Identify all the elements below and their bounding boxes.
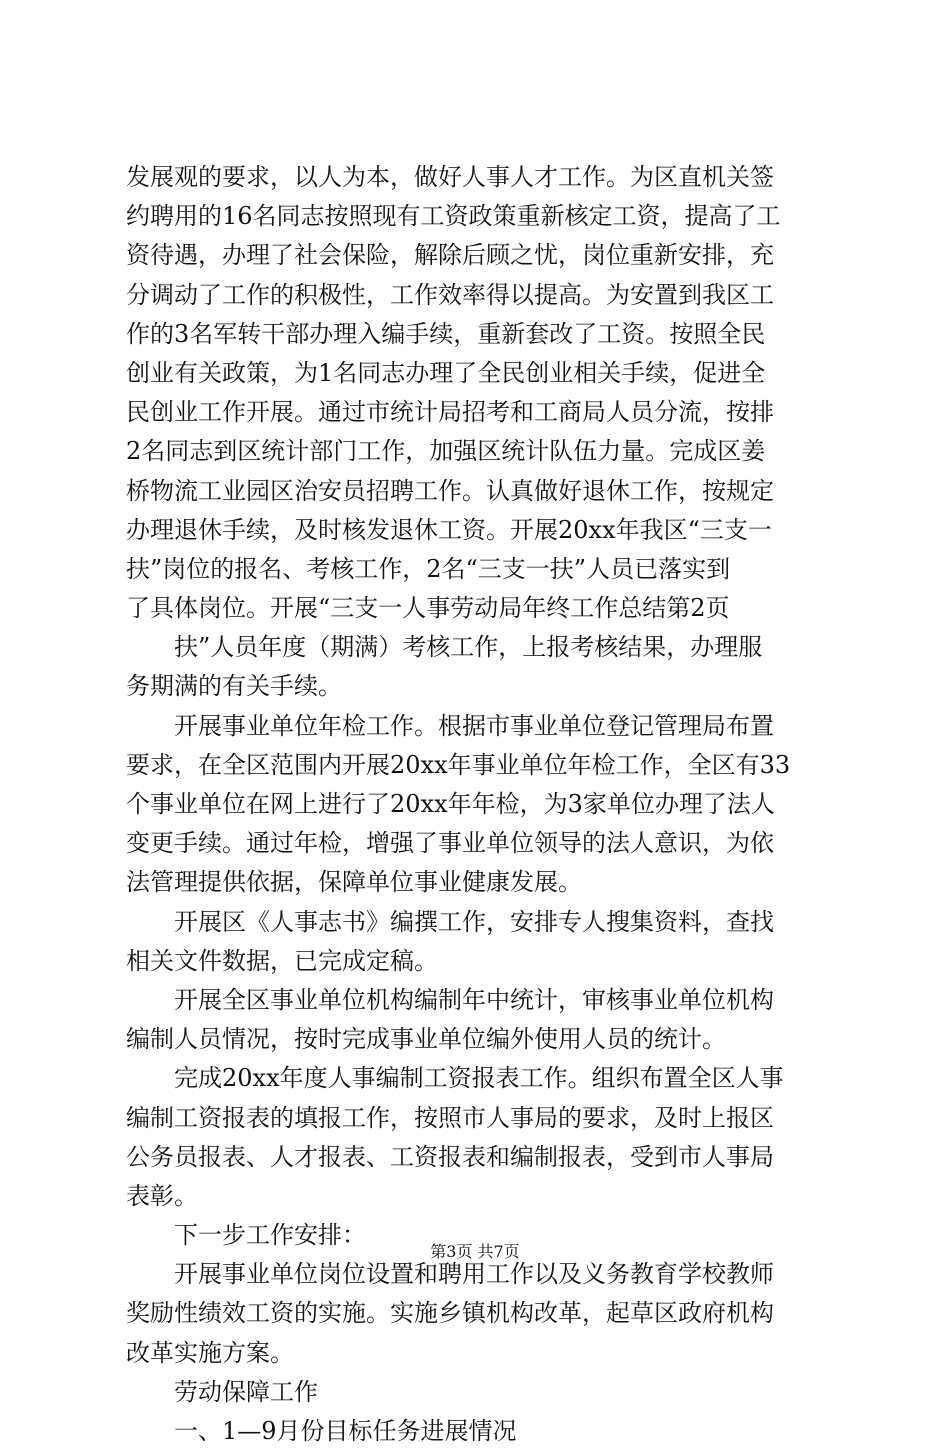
text-line: 桥物流工业园区治安员招聘工作。认真做好退休工作，按规定 [126, 476, 774, 505]
text-line: 2名同志到区统计部门工作，加强区统计队伍力量。完成区姜 [126, 437, 766, 466]
text-line: 分调动了工作的积极性，工作效率得以提高。为安置到我区工 [126, 280, 774, 309]
text-line: 作的3名军转干部办理入编手续，重新套改了工资。按照全民 [126, 319, 766, 348]
text-line: 奖励性绩效工资的实施。实施乡镇机构改革，起草区政府机构 [126, 1299, 774, 1328]
section-heading: 一、1—9月份目标任务进展情况 [174, 1417, 517, 1445]
paragraph-start: 完成20xx年度人事编制工资报表工作。组织布置全区人事 [174, 1064, 784, 1093]
text-line: 公务员报表、人才报表、工资报表和编制报表，受到市人事局 [126, 1142, 774, 1171]
paragraph-start: 开展事业单位岗位设置和聘用工作以及义务教育学校教师 [174, 1260, 774, 1289]
paragraph-start: 开展区《人事志书》编撰工作，安排专人搜集资料，查找 [174, 907, 774, 936]
text-line: 务期满的有关手续。 [126, 672, 342, 701]
text-line: 个事业单位在网上进行了20xx年年检，为3家单位办理了法人 [126, 790, 775, 818]
text-line: 要求，在全区范围内开展20xx年事业单位年检工作，全区有33 [126, 750, 791, 779]
text-line: 法管理提供依据，保障单位事业健康发展。 [126, 868, 582, 897]
paragraph-start: 开展事业单位年检工作。根据市事业单位登记管理局布置 [174, 711, 774, 740]
text-line: 了具体岗位。开展“三支一人事劳动局年终工作总结第2页 [126, 594, 730, 623]
page-number-footer: 第3页 共7页 [430, 1242, 520, 1261]
text-line: 改革实施方案。 [126, 1338, 294, 1367]
section-heading: 下一步工作安排： [174, 1221, 366, 1250]
text-line: 创业有关政策，为1名同志办理了全民创业相关手续，促进全 [126, 358, 766, 387]
text-line: 办理退休手续，及时核发退休工资。开展20xx年我区“三支一 [126, 515, 772, 544]
text-line: 扶”岗位的报名、考核工作，2名“三支一扶”人员已落实到 [126, 554, 731, 583]
section-heading: 劳动保障工作 [174, 1377, 318, 1406]
text-line: 相关文件数据，已完成定稿。 [126, 946, 438, 975]
text-line: 资待遇，办理了社会保险，解除后顾之忧，岗位重新安排，充 [126, 241, 774, 270]
text-line: 民创业工作开展。通过市统计局招考和工商局人员分流，按排 [126, 398, 774, 427]
text-line: 变更手续。通过年检，增强了事业单位领导的法人意识，为依 [126, 829, 774, 858]
text-line: 表彰。 [126, 1181, 198, 1210]
text-line: 编制人员情况，按时完成事业单位编外使用人员的统计。 [126, 1025, 726, 1054]
text-line: 编制工资报表的填报工作，按照市人事局的要求，及时上报区 [126, 1103, 774, 1132]
paragraph-start: 开展全区事业单位机构编制年中统计，审核事业单位机构 [174, 985, 774, 1014]
text-line: 扶”人员年度（期满）考核工作，上报考核结果，办理服 [174, 633, 763, 662]
text-line: 约聘用的16名同志按照现有工资政策重新核定工资，提高了工 [126, 202, 781, 231]
text-line: 发展观的要求，以人为本，做好人事人才工作。为区直机关签 [126, 163, 774, 191]
